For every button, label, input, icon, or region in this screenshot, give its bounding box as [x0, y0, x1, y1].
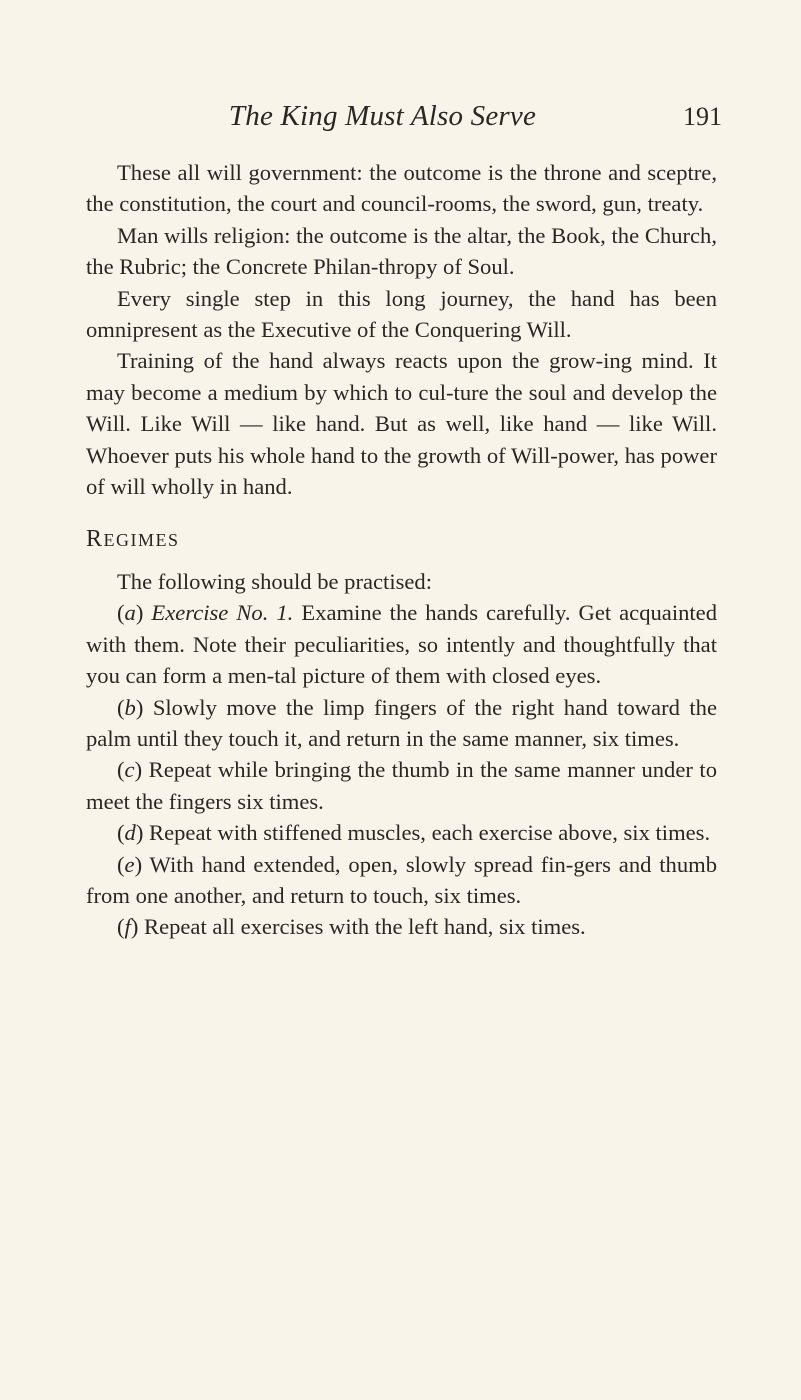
exercise-d-text: Repeat with stiffened muscles, each exercise above, six times.	[149, 820, 711, 846]
section-heading-initial: R	[86, 526, 104, 553]
exercise-c-text: Repeat while bringing the thumb in the same manner under to meet the fingers six times.	[86, 757, 717, 814]
exercise-d-close: )	[135, 820, 144, 846]
exercise-e-letter: e	[124, 851, 135, 877]
paragraph-training: Training of the hand always reacts upon the grow-ing mind. It may become a medium by which to cul-ture the soul and develop the Will. Like Will — like hand. But as well, like hand — like Will. Whoever puts his whole hand to the growth of Will-power, has power of will wholly in hand.	[86, 348, 717, 500]
exercise-b-text: Slowly move the limp fingers of the right hand toward the palm until they touch it, and return in the same manner, six times.	[86, 694, 717, 751]
exercise-c-letter: c	[124, 757, 135, 783]
running-head: The King Must Also Serve	[228, 100, 537, 132]
exercise-c-open: (	[117, 757, 125, 783]
page-text	[86, 157, 717, 943]
exercise-e-close: )	[134, 851, 143, 877]
exercise-c	[86, 754, 717, 817]
exercise-e-text: With hand extended, open, slowly spread fin-gers and thumb from one another, and return to touch, six times.	[86, 851, 717, 908]
exercise-a-letter: a	[124, 600, 136, 626]
exercise-d	[86, 817, 717, 848]
exercise-e-open: (	[117, 851, 125, 877]
exercise-d-letter: d	[124, 820, 136, 846]
section-heading	[86, 523, 717, 556]
paragraph-government: These all will government: the outcome is the throne and sceptre, the constitution, the court and council-rooms, the sword, gun, treaty.	[86, 160, 717, 217]
exercise-a	[86, 597, 717, 691]
exercise-f	[86, 911, 717, 942]
exercise-f-close: )	[130, 914, 139, 940]
paragraph-religion: Man wills religion: the outcome is the altar, the Book, the Church, the Rubric; the Concrete Philan-thropy of Soul.	[86, 222, 717, 280]
exercise-f-open: (	[117, 914, 125, 940]
exercise-b-open: (	[117, 694, 125, 720]
section-intro: The following should be practised:	[117, 568, 432, 594]
exercise-d-open: (	[117, 820, 125, 846]
exercise-b	[86, 692, 717, 755]
exercise-a-title: Exercise No. 1.	[151, 600, 294, 626]
exercise-b-close: )	[135, 694, 144, 720]
exercise-a-text: Examine the hands carefully. Get acquainted with them. Note their peculiarities, so intently and thoughtfully that you can form a men-tal picture of them with closed eyes.	[86, 600, 718, 689]
section-heading-rest: EGIMES	[103, 530, 180, 551]
exercise-f-text: Repeat all exercises with the left hand, six times.	[144, 914, 586, 940]
exercise-c-close: )	[134, 757, 143, 783]
exercise-a-close: )	[135, 600, 144, 626]
exercise-a-open: (	[117, 600, 125, 626]
page-number: 191	[683, 102, 722, 131]
exercise-b-letter: b	[124, 694, 136, 720]
exercise-e	[86, 849, 717, 912]
paragraph-journey: Every single step in this long journey, the hand has been omnipresent as the Executive of the Conquering Will.	[86, 285, 717, 343]
exercise-f-letter: f	[124, 914, 131, 940]
